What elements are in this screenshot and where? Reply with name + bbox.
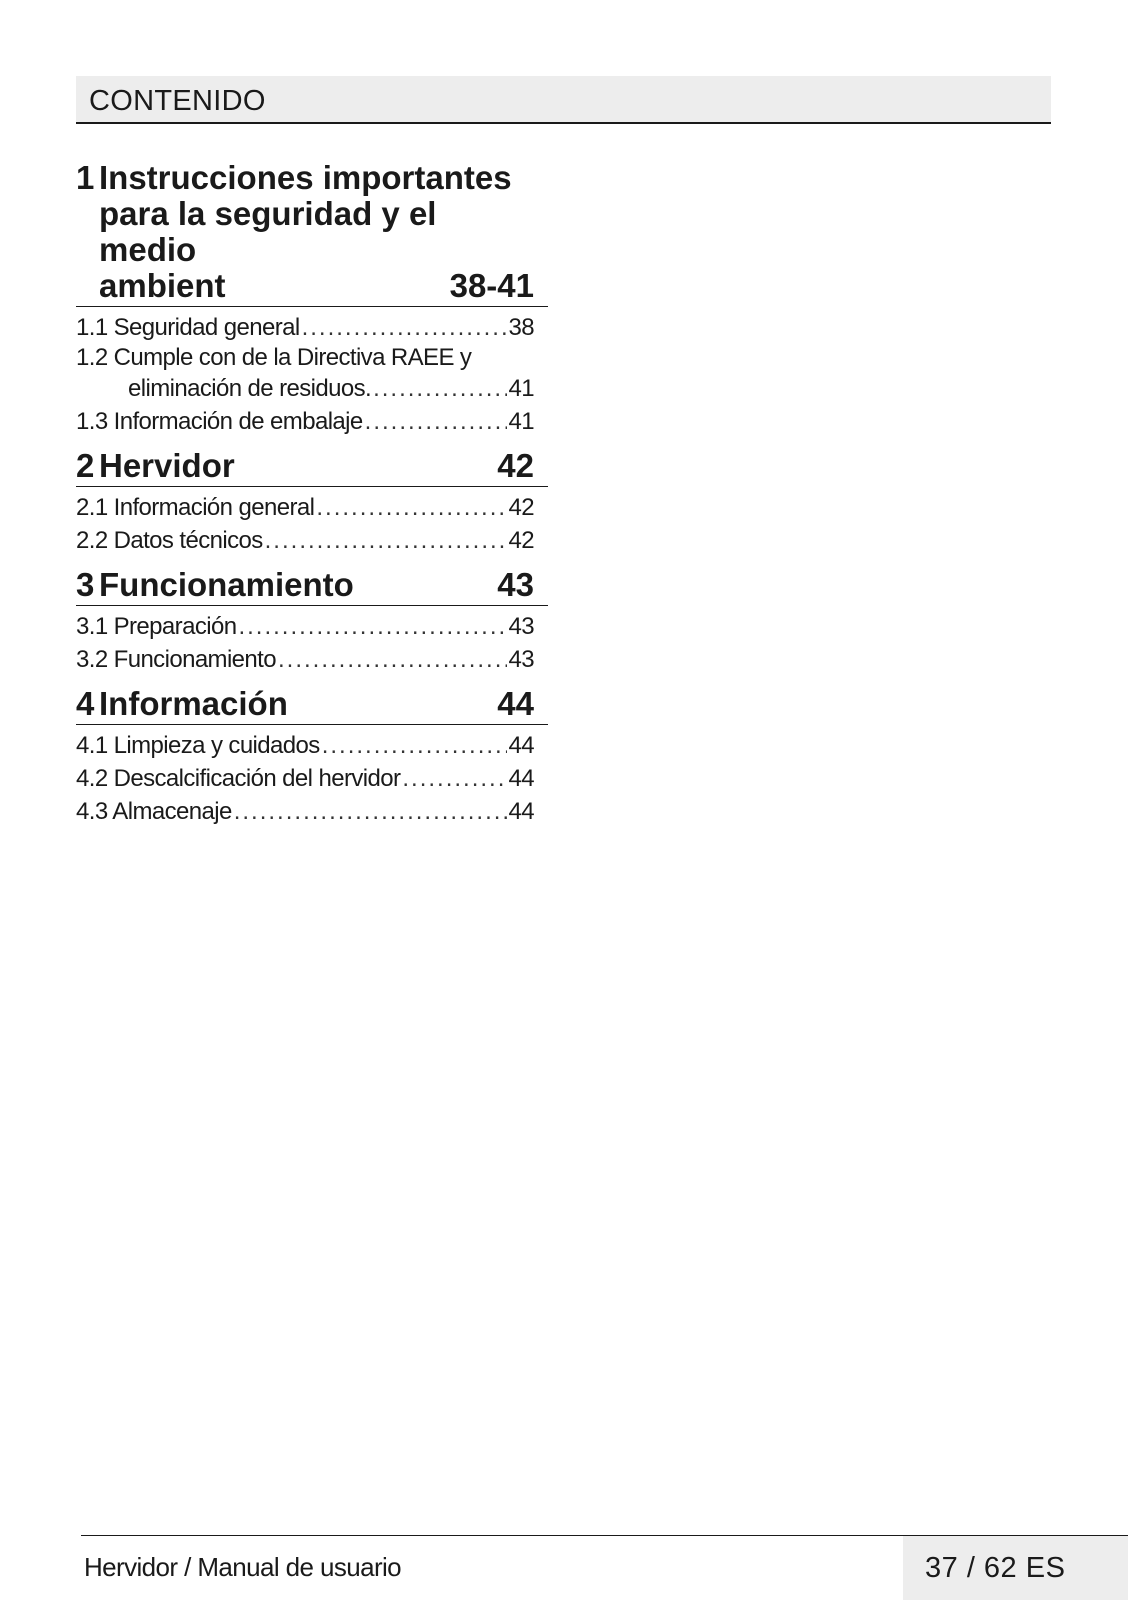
dot-leader <box>302 311 507 344</box>
dot-leader <box>402 762 506 795</box>
toc-section-2 <box>76 448 548 567</box>
entry-label: 3.2 Funcionamiento <box>76 646 276 673</box>
section-heading[interactable] <box>76 567 548 606</box>
section-title: Información <box>99 685 288 722</box>
section-page-range: 42 <box>497 447 534 484</box>
dot-leader <box>365 405 507 438</box>
toc-entry[interactable] <box>76 491 534 524</box>
dot-leader <box>265 524 507 557</box>
page-title: CONTENIDO <box>89 85 266 117</box>
section-page-range: 43 <box>497 566 534 603</box>
toc-entry[interactable] <box>76 344 534 405</box>
entry-label: 4.1 Limpieza y cuidados <box>76 732 320 759</box>
section-title-line: ambient <box>99 267 226 304</box>
entry-label-continued: eliminación de residuos. <box>128 375 372 402</box>
section-entries <box>76 606 534 686</box>
section-entries <box>76 307 534 448</box>
entry-label: 4.3 Almacenaje <box>76 798 232 825</box>
entry-page: 44 <box>508 732 534 759</box>
section-number: 4 <box>76 685 95 722</box>
section-page-range: 44 <box>497 685 534 722</box>
entry-page: 42 <box>508 494 534 521</box>
entry-label: 1.2 Cumple con de la Directiva RAEE y <box>76 344 472 371</box>
entry-label: 1.1 Seguridad general <box>76 314 300 341</box>
toc-entry[interactable] <box>76 610 534 643</box>
toc-section-4 <box>76 686 548 838</box>
toc-entry[interactable] <box>76 405 534 438</box>
entry-page: 44 <box>508 765 534 792</box>
dot-leader <box>278 643 507 676</box>
toc-entry[interactable] <box>76 729 534 762</box>
entry-label: 2.1 Información general <box>76 494 315 521</box>
section-title-line: Instrucciones importantes <box>99 159 512 196</box>
entry-label: 3.1 Preparación <box>76 613 237 640</box>
toc-section-3 <box>76 567 548 686</box>
section-title: Funcionamiento <box>99 566 354 603</box>
dot-leader <box>322 729 507 762</box>
section-number: 3 <box>76 566 95 603</box>
section-page-range: 38-41 <box>449 267 534 304</box>
section-heading[interactable] <box>76 160 548 307</box>
toc-entry[interactable] <box>76 524 534 557</box>
entry-page: 41 <box>508 408 534 435</box>
entry-label: 1.3 Información de embalaje <box>76 408 363 435</box>
toc-entry[interactable] <box>76 311 534 344</box>
section-entries <box>76 487 534 567</box>
dot-leader <box>234 795 507 828</box>
page-number: 37 / 62 ES <box>925 1552 1066 1584</box>
entry-page: 41 <box>508 375 534 402</box>
footer-document-title: Hervidor / Manual de usuario <box>84 1552 402 1582</box>
footer-page-box <box>903 1536 1128 1600</box>
entry-page: 43 <box>508 613 534 640</box>
section-entries <box>76 725 534 838</box>
entry-page: 43 <box>508 646 534 673</box>
dot-leader <box>316 491 506 524</box>
table-of-contents <box>76 160 548 838</box>
dot-leader <box>373 372 506 405</box>
dot-leader <box>238 610 506 643</box>
section-number: 2 <box>76 447 95 484</box>
section-title: Hervidor <box>99 447 235 484</box>
section-number: 1 <box>76 159 95 196</box>
entry-page: 42 <box>508 527 534 554</box>
toc-entry[interactable] <box>76 643 534 676</box>
toc-section-1 <box>76 160 548 448</box>
section-heading[interactable] <box>76 448 548 487</box>
contents-header-bar <box>76 76 1051 124</box>
entry-page: 38 <box>508 314 534 341</box>
section-heading[interactable] <box>76 686 548 725</box>
toc-entry[interactable] <box>76 795 534 828</box>
entry-label: 2.2 Datos técnicos <box>76 527 263 554</box>
entry-label: 4.2 Descalcificación del hervidor <box>76 765 401 792</box>
entry-page: 44 <box>508 798 534 825</box>
toc-entry[interactable] <box>76 762 534 795</box>
section-title-line: para la seguridad y el medio <box>99 195 437 268</box>
